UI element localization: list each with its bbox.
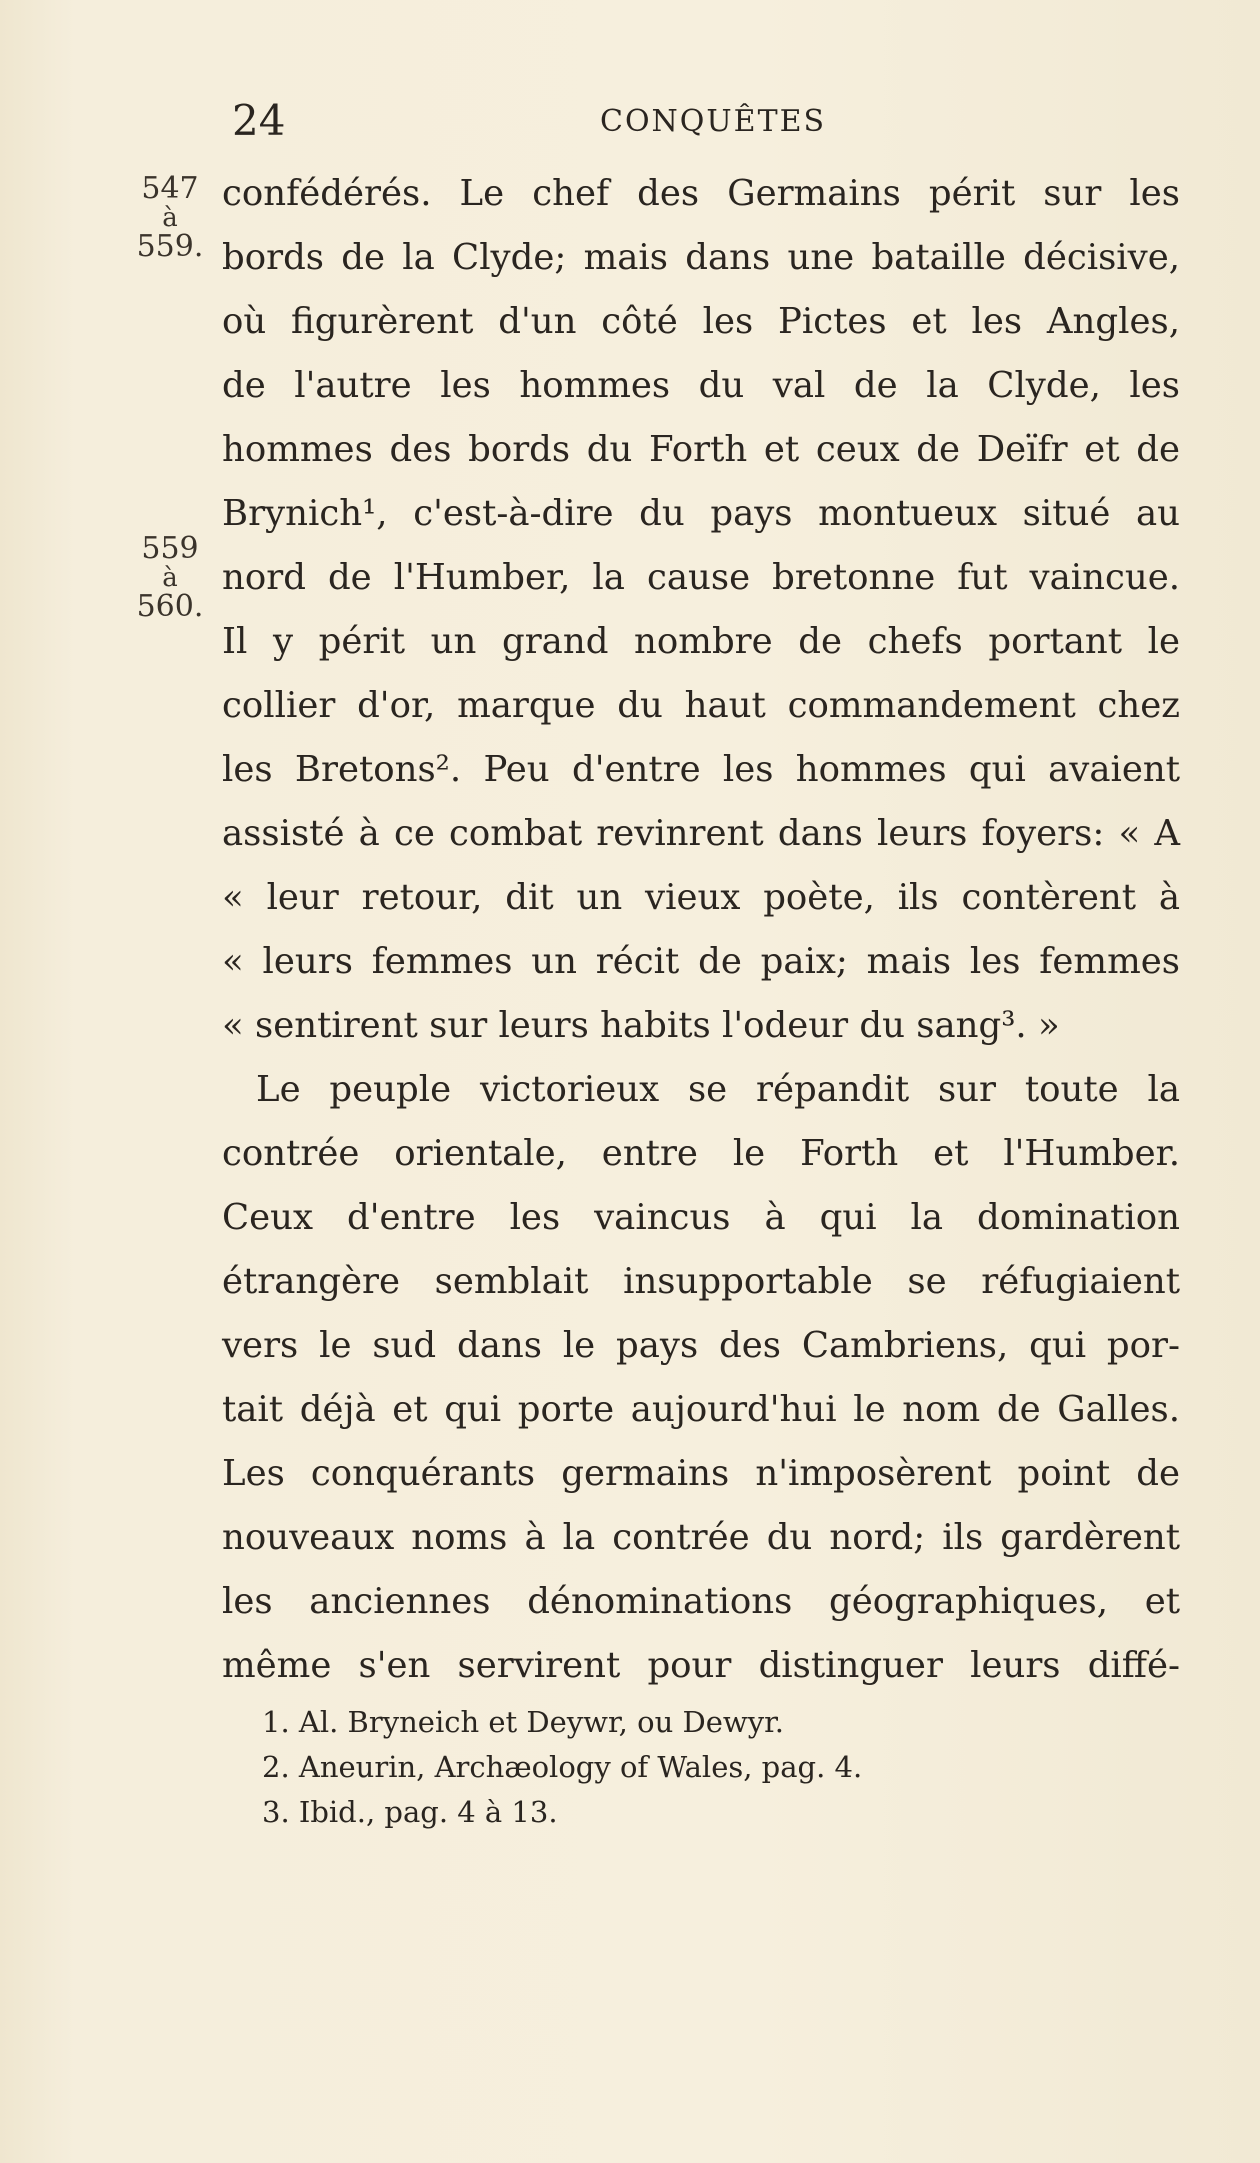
page-number: 24 [232,96,286,145]
text-line: tait déjà et qui porte aujourd'hui le nom de Galles. [222,1389,1180,1430]
text-line: même s'en servirent pour distinguer leurs diffé- [222,1645,1180,1686]
margin-note-to: 560. [136,589,204,624]
footnote: 1. Al. Bryneich et Deywr, ou Dewyr. [262,1705,784,1739]
footnote: 3. Ibid., pag. 4 à 13. [262,1795,558,1829]
text-line: « leurs femmes un récit de paix; mais les femmes [222,941,1180,982]
text-line: « leur retour, dit un vieux poète, ils contèrent à [222,877,1180,918]
text-line: contrée orientale, entre le Forth et l'Humber. [222,1133,1180,1174]
text-line: bords de la Clyde; mais dans une bataille décisive, [222,237,1180,278]
body-text [222,162,1180,1698]
footnotes [262,1700,1162,1835]
page-header [0,96,1260,156]
margin-note-dates [120,530,220,626]
text-line: hommes des bords du Forth et ceux de Deïfr et de [222,429,1180,470]
text-line: « sentirent sur leurs habits l'odeur du sang³. » [222,1005,1060,1046]
footnote: 2. Aneurin, Archæology of Wales, pag. 4. [262,1750,863,1784]
margin-note-from: 547 [141,171,199,206]
text-line: nord de l'Humber, la cause bretonne fut vaincue. [222,557,1180,598]
text-line: Ceux d'entre les vaincus à qui la domination [222,1197,1180,1238]
running-head: CONQUÊTES [600,104,827,139]
text-line: Il y périt un grand nombre de chefs portant le [222,621,1180,662]
text-line: Le peuple victorieux se répandit sur toute la [256,1069,1180,1110]
text-line: les Bretons². Peu d'entre les hommes qui avaient [222,749,1180,790]
text-line: assisté à ce combat revinrent dans leurs foyers: « A [222,813,1180,854]
margin-note-sep: à [162,563,178,593]
margin-note-from: 559 [141,531,199,566]
text-line: Brynich¹, c'est-à-dire du pays montueux situé au [222,493,1180,534]
margin-note-to: 559. [136,229,204,264]
text-line: étrangère semblait insupportable se réfugiaient [222,1261,1180,1302]
text-line: vers le sud dans le pays des Cambriens, qui por- [222,1325,1180,1366]
text-line: les anciennes dénominations géographiques, et [222,1581,1180,1622]
margin-note-sep: à [162,203,178,233]
text-line: collier d'or, marque du haut commandement chez [222,685,1180,726]
text-line: nouveaux noms à la contrée du nord; ils gardèrent [222,1517,1180,1558]
text-line: confédérés. Le chef des Germains périt sur les [222,173,1180,214]
text-line: où figurèrent d'un côté les Pictes et les Angles, [222,301,1180,342]
text-line: de l'autre les hommes du val de la Clyde, les [222,365,1180,406]
text-line: Les conquérants germains n'imposèrent point de [222,1453,1180,1494]
margin-note-dates [120,170,220,266]
